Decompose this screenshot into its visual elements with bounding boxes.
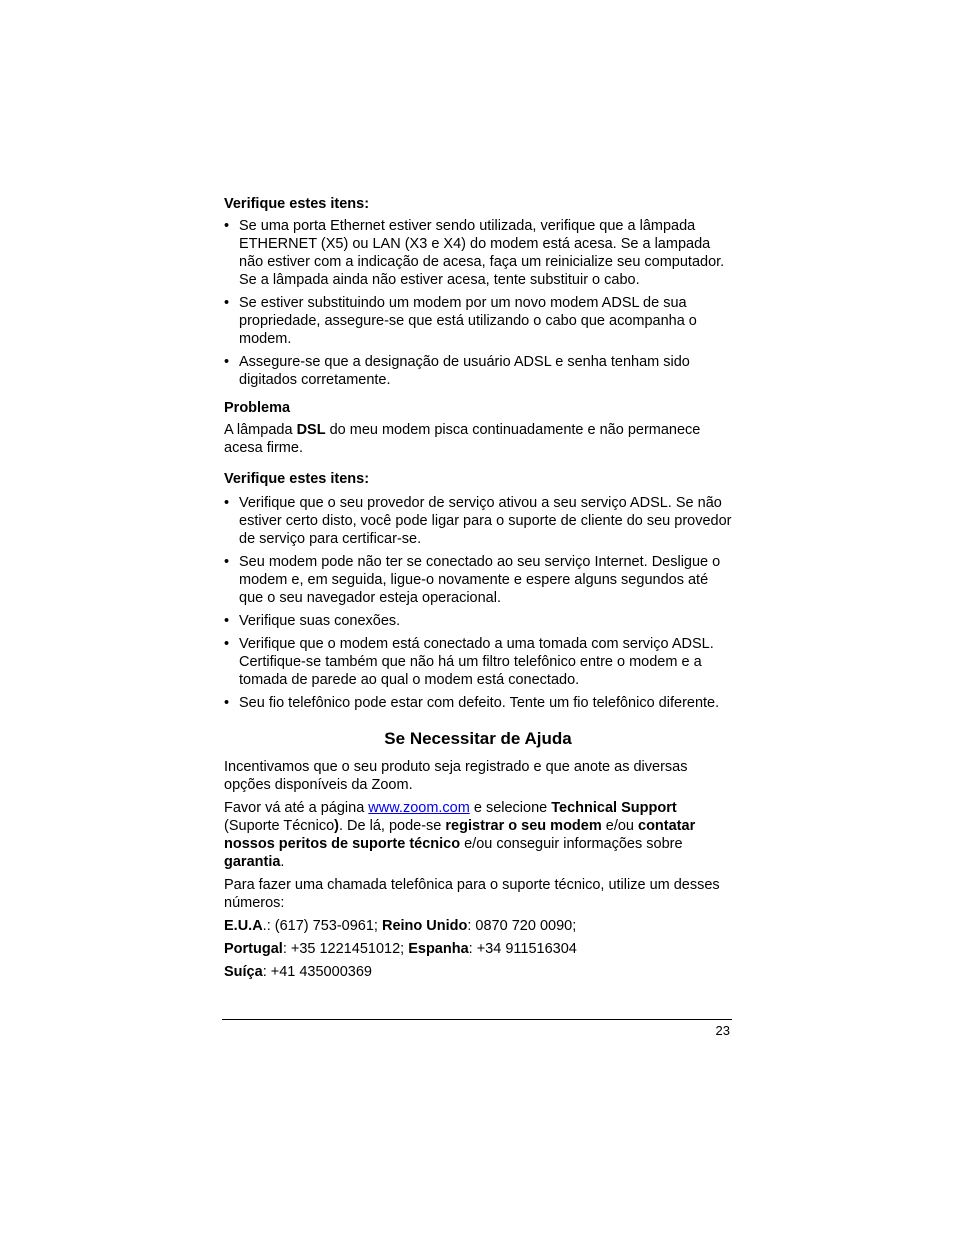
- list-item: • Se uma porta Ethernet estiver sendo utilizada, verifique que a lâmpada ETHERNET (X5) ou LAN (X3 e X4) do modem está acesa. Se a lampada não estiver com a indicação de acesa, faça um reinicialize seu computador. Se a lâmpada ainda não estiver acesa, tente substituir o cabo.: [224, 217, 732, 289]
- phone-line-3: Suíça: +41 435000369: [224, 964, 372, 980]
- check-heading-1: Verifique estes itens:: [224, 196, 370, 212]
- check-list-1: [224, 217, 732, 389]
- zoom-website-link[interactable]: www.zoom.com: [368, 800, 470, 816]
- help-intro: Incentivamos que o seu produto seja registrado e que anote as diversas opções disponíveis da Zoom.: [224, 759, 688, 793]
- section-title: Se Necessitar de Ajuda: [384, 729, 572, 748]
- list-item: • Se estiver substituindo um modem por um novo modem ADSL de sua propriedade, assegure-se que está utilizando o cabo que acompanha o modem.: [224, 294, 732, 348]
- list-item: • Verifique suas conexões.: [224, 612, 732, 630]
- page-number: 23: [715, 1023, 730, 1038]
- list-item: • Verifique que o modem está conectado a uma tomada com serviço ADSL. Certifique-se também que não há um filtro telefônico entre o modem e a tomada de parede ao qual o modem está conectado.: [224, 635, 732, 689]
- list-item: • Seu fio telefônico pode estar com defeito. Tente um fio telefônico diferente.: [224, 694, 732, 712]
- list-item: • Verifique que o seu provedor de serviço ativou a seu serviço ADSL. Se não estiver certo disto, você pode ligar para o suporte de cliente do seu provedor de serviço para certificar-se.: [224, 494, 732, 548]
- check-list-2: [224, 494, 732, 712]
- phone-line-2: Portugal: +35 1221451012; Espanha: +34 911516304: [224, 941, 577, 957]
- help-website-paragraph: Favor vá até a página www.zoom.com e selecione Technical Support (Suporte Técnico). De lá, pode-se registrar o seu modem e/ou contatar nossos peritos de suporte técnico e/ou conseguir informações sobre garantia.: [224, 800, 696, 870]
- problem-heading: Problema: [224, 400, 291, 416]
- page-content: [224, 195, 732, 986]
- list-item: • Assegure-se que a designação de usuário ADSL e senha tenham sido digitados corretamente.: [224, 353, 732, 389]
- help-phone-intro: Para fazer uma chamada telefônica para o suporte técnico, utilize um desses números:: [224, 877, 720, 911]
- list-item: • Seu modem pode não ter se conectado ao seu serviço Internet. Desligue o modem e, em seguida, ligue-o novamente e espere alguns segundos até que o seu navegador esteja operacional.: [224, 553, 732, 607]
- check-heading-2: Verifique estes itens:: [224, 471, 370, 487]
- footer-rule: [222, 1019, 732, 1020]
- phone-line-1: E.U.A.: (617) 753-0961; Reino Unido: 0870 720 0090;: [224, 918, 577, 934]
- problem-text: A lâmpada DSL do meu modem pisca continuadamente e não permanece acesa firme.: [224, 422, 701, 456]
